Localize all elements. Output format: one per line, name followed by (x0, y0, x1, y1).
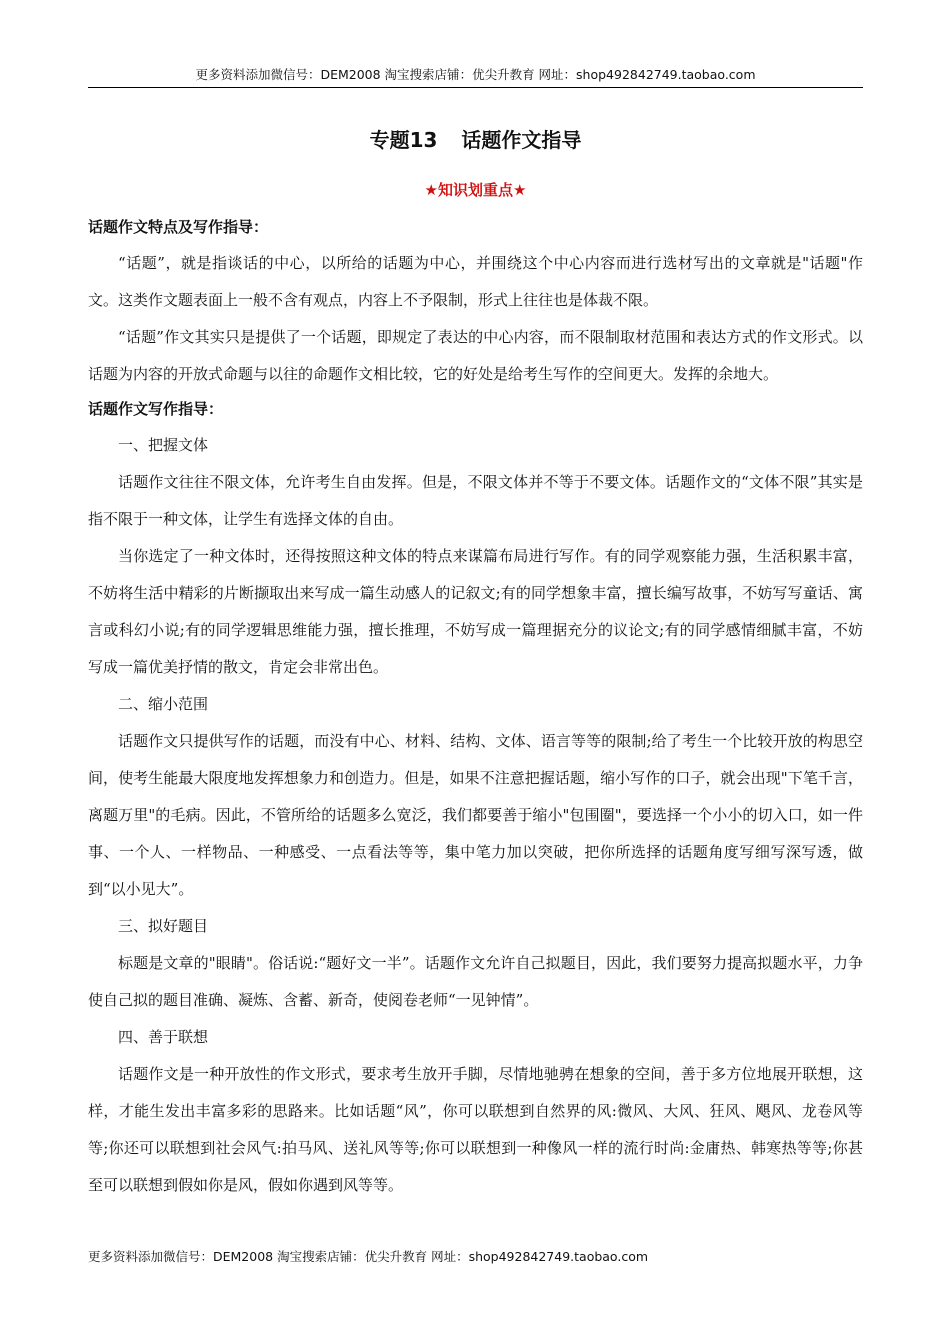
header-divider (88, 87, 863, 88)
point-title-genre: 一、把握文体 (118, 436, 209, 454)
point-title-association: 四、善于联想 (118, 1028, 209, 1046)
section-heading-features: 话题作文特点及写作指导： (88, 218, 269, 236)
point-title-heading: 三、拟好题目 (118, 917, 209, 935)
paragraph: 话题作文往往不限文体，允许考生自由发挥。但是，不限文体并不等于不要文体。话题作文的“文体不限”其实是指不限于一种文体，让学生有选择文体的自由。 (88, 473, 863, 528)
paragraph: “话题”作文其实只是提供了一个话题，即规定了表达的中心内容，而不限制取材范围和表达方式的作文形式。以话题为内容的开放式命题与以往的命题作文相比较，它的好处是给考生写作的空间更大。发挥的余地大。 (88, 328, 863, 383)
section-banner: ★知识划重点★ (424, 181, 527, 199)
page-header-note: 更多资料添加微信号：DEM2008 淘宝搜索店铺：优尖升教育 网址：shop492842749.taobao.com (195, 67, 756, 82)
paragraph: 话题作文是一种开放性的作文形式，要求考生放开手脚，尽情地驰骋在想象的空间，善于多方位地展开联想，这样，才能生发出丰富多彩的思路来。比如话题“风”，你可以联想到自然界的风:微风、大风、狂风、飓风、龙卷风等等;你还可以联想到社会风气:拍马风、送礼风等等;你可以联想到一种像风一样的流行时尚:金庸热、韩寒热等等;你甚至可以联想到假如你是风，假如你遇到风等等。 (88, 1065, 863, 1194)
paragraph: 当你选定了一种文体时，还得按照这种文体的特点来谋篇布局进行写作。有的同学观察能力强，生活积累丰富，不妨将生活中精彩的片断撷取出来写成一篇生动感人的记叙文;有的同学想象丰富，擅长编写故事，不妨写写童话、寓言或科幻小说;有的同学逻辑思维能力强，擅长推理，不妨写成一篇理据充分的议论文;有的同学感情细腻丰富，不妨写成一篇优美抒情的散文，肯定会非常出色。 (88, 547, 863, 676)
point-title-scope: 二、缩小范围 (118, 695, 209, 713)
paragraph: 标题是文章的"眼睛"。俗话说:“题好文一半”。话题作文允许自己拟题目，因此，我们要努力提高拟题水平，力争使自己拟的题目准确、凝炼、含蓄、新奇，使阅卷老师“一见钟情”。 (88, 954, 863, 1009)
document-title (88, 124, 863, 156)
page-footer-note: 更多资料添加微信号：DEM2008 淘宝搜索店铺：优尖升教育 网址：shop492842749.taobao.com (88, 1249, 649, 1264)
title-topic-number: 专题13 (369, 128, 438, 152)
title-topic-name: 话题作文指导 (461, 128, 582, 152)
section-heading-guidance: 话题作文写作指导： (88, 400, 224, 418)
document-body (88, 211, 863, 1204)
paragraph: “话题”，就是指谈话的中心，以所给的话题为中心，并围绕这个中心内容而进行选材写出的文章就是"话题"作文。这类作文题表面上一般不含有观点，内容上不予限制，形式上往往也是体裁不限。 (88, 254, 863, 309)
paragraph: 话题作文只提供写作的话题，而没有中心、材料、结构、文体、语言等等的限制;给了考生一个比较开放的构思空间，使考生能最大限度地发挥想象力和创造力。但是，如果不注意把握话题，缩小写作的口子，就会出现"下笔千言，离题万里"的毛病。因此，不管所给的话题多么宽泛，我们都要善于缩小"包围圈"，要选择一个小小的切入口，如一件事、一个人、一样物品、一种感受、一点看法等等，集中笔力加以突破，把你所选择的话题角度写细写深写透，做到“以小见大”。 (88, 732, 863, 898)
